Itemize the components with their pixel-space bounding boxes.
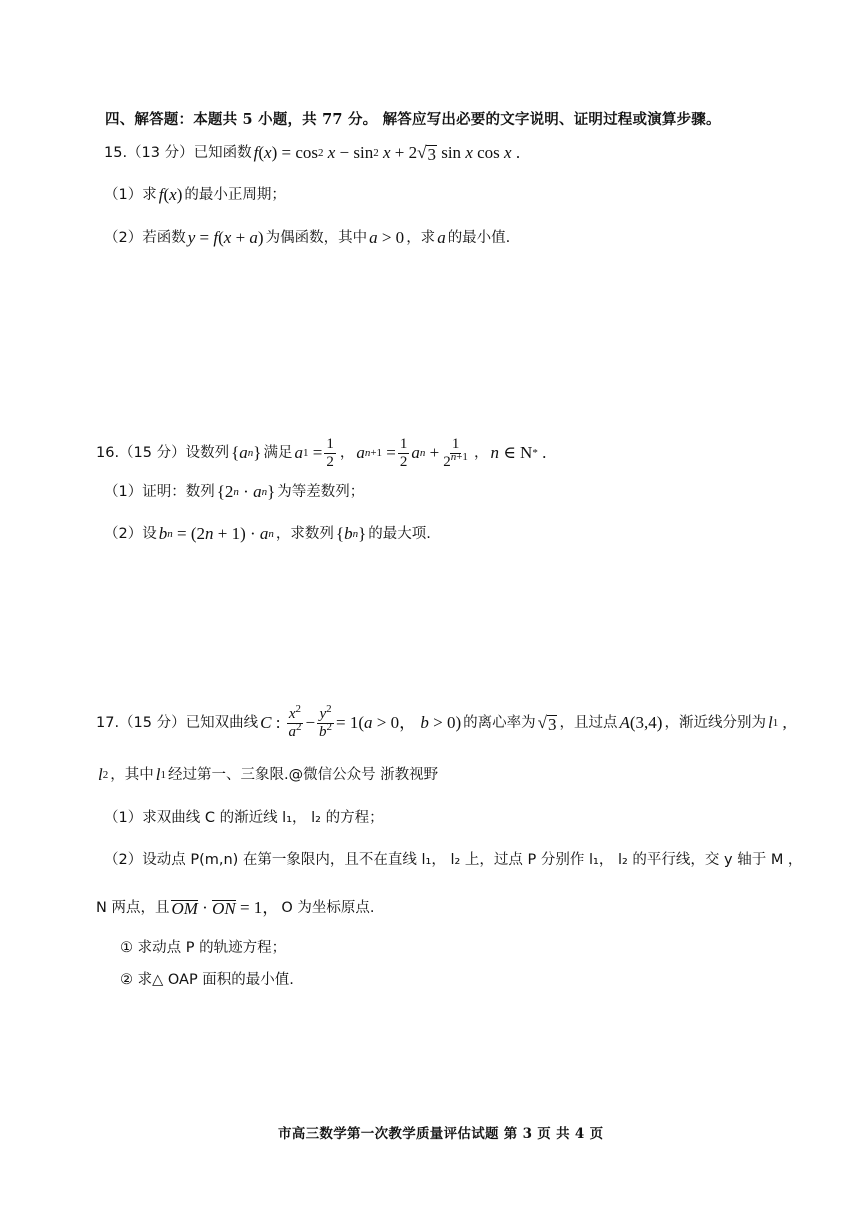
section-heading-text: 四、解答题：本题共 5 小题，共 77 分。 解答应写出必要的文字说明、证明过程或演算步骤。 (105, 111, 721, 128)
q15-part2-cond: a > 0 (369, 228, 405, 247)
q17-line2 (96, 765, 438, 785)
q15-part2 (104, 228, 510, 248)
q17-mid2: ，且过点 (559, 715, 618, 731)
q16-part2-def: b n = (2 n + 1) · a n (158, 524, 274, 543)
q17-sub1-text: ① 求动点 P 的轨迹方程； (120, 940, 287, 956)
q17-part1 (104, 808, 384, 828)
q15-func-def: f ( x ) = cos 2 x − sin 2 x + 2 √ 3 sin x cos x . (253, 143, 521, 164)
q15-part2-prefix: （2）若函数 (104, 230, 186, 246)
q17-sub1 (120, 938, 286, 958)
q15-part2-var: a (437, 228, 446, 247)
page-footer-text: 市高三数学第一次教学质量评估试题 第 3 页 共 4 页 (278, 1126, 604, 1142)
q16-seq: { a n } (231, 443, 262, 462)
q17-part2-line1 (104, 850, 802, 870)
q17-part1-text: （1）求双曲线 C 的渐近线 l₁， l₂ 的方程； (104, 810, 384, 826)
q17-ecc: √ 3 (537, 713, 557, 734)
q17-eq-one: = 1， (239, 898, 280, 917)
q17-point: A (3,4) (619, 713, 663, 732)
q16-label: 16.（15 分）设数列 (96, 445, 230, 461)
q17-sub2-text: ② 求△ OAP 面积的最小值. (120, 972, 294, 988)
q16-part2-mid: ，求数列 (275, 526, 334, 542)
q16-part2-prefix: （2）设 (104, 526, 157, 542)
q17-part2-line2-suffix: O 为坐标原点. (281, 900, 375, 916)
q17-l1: l 1 , (767, 713, 787, 732)
q17-stem (96, 702, 789, 740)
q15-part1-prefix: （1）求 (104, 187, 157, 203)
page-footer (278, 1124, 603, 1144)
q17-part2-line2 (96, 898, 374, 918)
q17-line2-text: ，其中 (110, 767, 154, 783)
q17-dot: · (202, 898, 208, 917)
q17-vec-on: ON (212, 898, 236, 918)
q16-stem (96, 435, 548, 470)
q17-mid3: ，渐近线分别为 (664, 715, 766, 731)
q16-comma1: ， (339, 445, 355, 461)
q17-vec-om: OM (171, 898, 198, 918)
q15-part2-mid2: ，求 (406, 230, 436, 246)
q16-part1-seq: {2 n · a n } (216, 482, 276, 501)
q17-part2-vectors (171, 898, 279, 918)
q16-part2-suffix: 的最大项. (368, 526, 431, 542)
q16-part2-seq: { b n } (335, 524, 367, 543)
q16-part1 (104, 482, 364, 502)
q17-sub2 (120, 970, 294, 990)
q17-line2-l1: l 1 (155, 765, 166, 784)
q15-part1 (104, 185, 286, 205)
q15-part2-mid: 为偶函数，其中 (265, 230, 368, 246)
q16-part2 (104, 524, 431, 544)
q16-recur: a n+1 = $\frac{1}{2}$ a n + $\frac{1}{2^{n+1}}$ (356, 435, 468, 470)
q17-part2-line1-text: （2）设动点 P(m,n) 在第一象限内，且不在直线 l₁， l₂ 上，过点 P 分别作 l₁， l₂ 的平行线，交 y 轴于 M ， (104, 852, 803, 868)
q16-comma2: ， (473, 445, 489, 461)
q15-part1-expr: f ( x ) (158, 185, 183, 204)
q16-part1-prefix: （1）证明：数列 (104, 484, 215, 500)
q17-mid: 的离心率为 (463, 715, 536, 731)
q17-curve: C : (260, 713, 281, 732)
q15-part1-suffix: 的最小正周期； (184, 187, 286, 203)
q17-line2-l2: l 2 (98, 765, 109, 784)
section-heading (105, 110, 721, 130)
q15-part2-expr: y = f ( x + a ) (187, 228, 264, 247)
q15-stem (104, 143, 522, 163)
q16-mid: 满足 (263, 445, 293, 461)
q17-label: 17.（15 分）已知双曲线 (96, 715, 259, 731)
q15-label: 15.（13 分）已知函数 (104, 145, 252, 161)
q16-part1-suffix: 为等差数列； (277, 484, 365, 500)
q17-line2-suffix: 经过第一、三象限.@微信公众号 浙教视野 (167, 767, 439, 783)
q15-part2-suffix: 的最小值. (447, 230, 511, 246)
q16-domain: n ∈ N * . (490, 443, 547, 462)
q17-part2-line2-prefix: N 两点，且 (96, 900, 170, 916)
q17-eq: $\frac{x^2}{a^2}$ − $\frac{y^2}{b^2}$ = 1( a > 0， b > 0) (288, 702, 462, 740)
q16-a1: a 1 = $\frac{1}{2}$ (294, 435, 334, 470)
